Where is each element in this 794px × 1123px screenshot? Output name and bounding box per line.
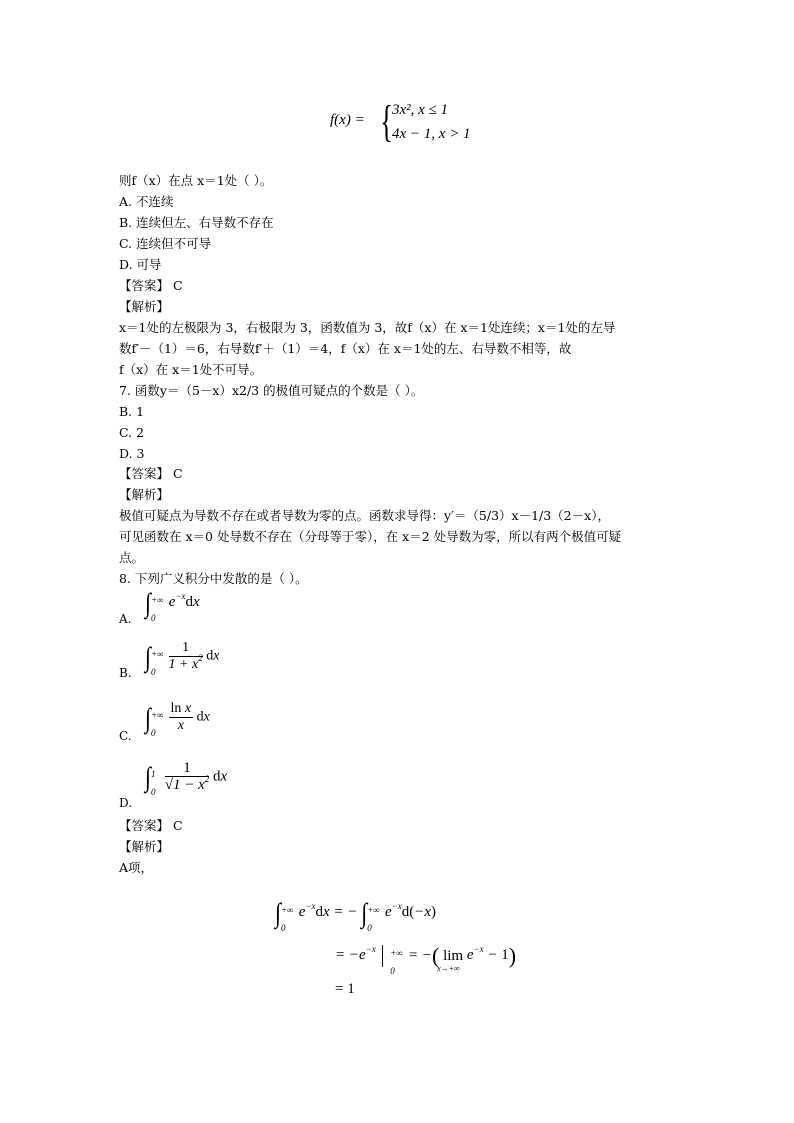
formula-lhs: f(x) = xyxy=(330,112,365,128)
integral-c: ∫ +∞ 0 $\frac{\text{ln x}}{x}$ dx xyxy=(145,701,210,738)
integral-a: ∫ +∞ 0 $e^{-x}dx$ xyxy=(145,586,200,623)
a-item-label: A项， xyxy=(119,860,154,875)
option-b: B. 连续但左、右导数不存在 xyxy=(119,215,274,230)
option-b: B. 1 xyxy=(119,404,145,419)
question-8: 8. 下列广义积分中发散的是（ ）。 xyxy=(119,571,308,586)
derivation-line-2: = $-e^{-x}$ +∞ 0 = −( lim x→+∞ $e^{-x} - 1$) xyxy=(335,943,517,976)
integral-b: ∫ +∞ 0 $\frac{1}{1 + x^2}$ dx xyxy=(145,640,220,677)
option-a: A. 不连续 xyxy=(119,194,174,209)
option-d: D. 3 xyxy=(119,446,145,461)
analysis-text: 点。 xyxy=(119,550,145,565)
option-b-label: B. xyxy=(119,666,132,680)
option-c: C. 2 xyxy=(119,425,145,440)
formula-case2: 4x − 1, x > 1 xyxy=(392,126,471,142)
option-a-label: A. xyxy=(119,612,132,626)
option-d: D. 可导 xyxy=(119,257,162,272)
integral-d: ∫ 1 0 $\frac{1}{√1 - x^2}$ dx xyxy=(145,760,228,797)
analysis-text: f（x）在 x＝1处不可导。 xyxy=(119,362,263,377)
derivation-line-3: = 1 xyxy=(335,981,355,997)
analysis-heading: 【解析】 xyxy=(119,487,170,502)
option-d-label: D. xyxy=(119,796,133,810)
analysis-text: x＝1处的左极限为 3，右极限为 3，函数值为 3，故f（x）在 x＝1处连续；x＝1处的左导 xyxy=(119,320,616,335)
option-c: C. 连续但不可导 xyxy=(119,236,212,251)
formula-case1: 3x², x ≤ 1 xyxy=(392,102,449,118)
analysis-heading: 【解析】 xyxy=(119,299,170,314)
answer-label: 【答案】 C xyxy=(119,278,183,293)
question-stem: 则f（x）在点 x＝1处（ ）。 xyxy=(119,173,273,188)
piecewise-formula xyxy=(330,97,480,150)
analysis-heading: 【解析】 xyxy=(119,839,170,854)
analysis-text: 数f′－（1）＝6，右导数f′＋（1）＝4，f（x）在 x＝1处的左、右导数不相等，故 xyxy=(119,341,572,356)
answer-label: 【答案】 C xyxy=(119,466,183,481)
question-7: 7. 函数y＝（5－x）x2/3 的极值可疑点的个数是（ ）。 xyxy=(119,383,424,398)
option-c-label: C. xyxy=(119,729,132,743)
brace-icon: { xyxy=(380,97,393,146)
analysis-text: 极值可疑点为导数不存在或者导数为零的点。函数求导得：y′＝（5/3）x－1/3（2－x）， xyxy=(119,508,610,523)
answer-label: 【答案】 C xyxy=(119,818,183,833)
analysis-text: 可见函数在 x＝0 处导数不存在（分母等于零），在 x＝2 处导数为零，所以有两个极值可疑 xyxy=(119,529,622,544)
derivation-line-1: ∫ +∞ 0 $e^{-x}dx$ = − ∫ +∞ 0 $e^{-x}d(-x)$ xyxy=(275,896,436,933)
